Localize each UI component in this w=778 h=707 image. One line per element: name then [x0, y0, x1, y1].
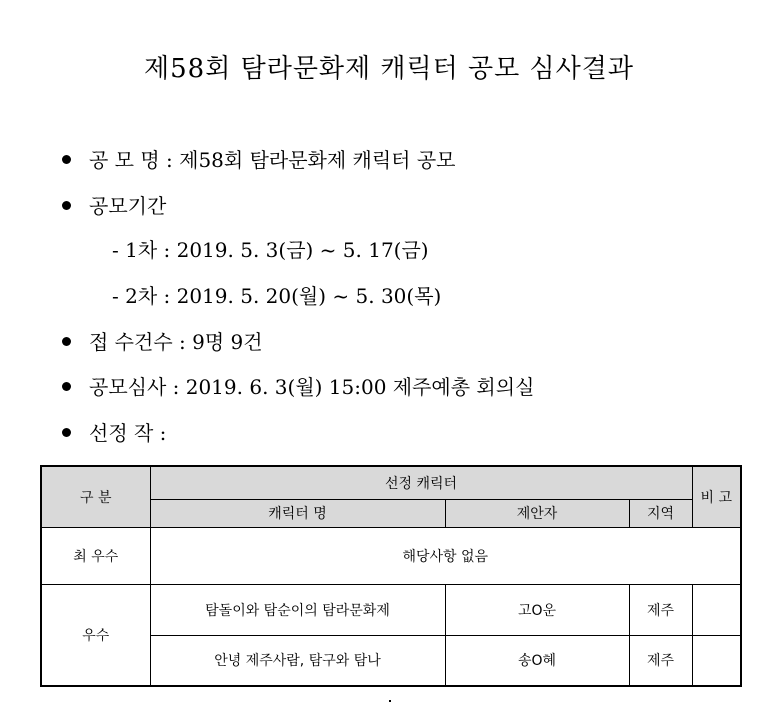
list-item-review	[62, 373, 534, 401]
bullet-icon	[62, 337, 71, 346]
period-label-text: 공모기간	[89, 194, 167, 218]
remarks-cell	[692, 584, 741, 635]
page-dot	[389, 700, 391, 702]
header-category: 구 분	[41, 466, 150, 527]
list-item-count	[62, 328, 263, 356]
bullet-icon	[62, 428, 71, 437]
period-second-text: - 2차 : 2019. 5. 20(월) ~ 5. 30(목)	[112, 284, 442, 308]
result-table	[40, 465, 742, 687]
list-item-period	[62, 192, 166, 220]
region-cell: 제주	[629, 584, 692, 635]
character-name-cell: 안녕 제주사람, 탐구와 탐나	[150, 635, 445, 686]
header-proposer: 제안자	[445, 499, 629, 527]
bullet-icon	[62, 382, 71, 391]
proposer-cell: 고O운	[445, 584, 629, 635]
header-region: 지역	[629, 499, 692, 527]
table-row	[41, 527, 741, 584]
header-remarks: 비 고	[692, 466, 741, 527]
count-text: 접 수건수 : 9명 9건	[89, 330, 263, 354]
grand-prize-label: 최 우수	[41, 527, 150, 584]
proposer-cell: 송O혜	[445, 635, 629, 686]
grand-prize-value: 해당사항 없음	[150, 527, 741, 584]
bullet-icon	[62, 155, 71, 164]
header-selected-character: 선정 캐릭터	[150, 466, 692, 499]
excellence-label: 우수	[41, 584, 150, 686]
table-row	[41, 584, 741, 635]
period-first-text: - 1차 : 2019. 5. 3(금) ~ 5. 17(금)	[112, 238, 429, 262]
list-item-selected	[62, 419, 166, 447]
character-name-cell: 탐돌이와 탐순이의 탐라문화제	[150, 584, 445, 635]
table-header-row	[41, 466, 741, 499]
selected-text: 선정 작 :	[89, 421, 167, 445]
list-item-name	[62, 146, 456, 174]
remarks-cell	[692, 635, 741, 686]
region-cell: 제주	[629, 635, 692, 686]
header-character-name: 캐릭터 명	[150, 499, 445, 527]
page-title: 제58회 탐라문화제 캐릭터 공모 심사결과	[144, 54, 634, 84]
bullet-icon	[62, 201, 71, 210]
contest-name-text: 공 모 명 : 제58회 탐라문화제 캐릭터 공모	[89, 148, 456, 172]
review-text: 공모심사 : 2019. 6. 3(월) 15:00 제주예총 회의실	[89, 375, 535, 399]
